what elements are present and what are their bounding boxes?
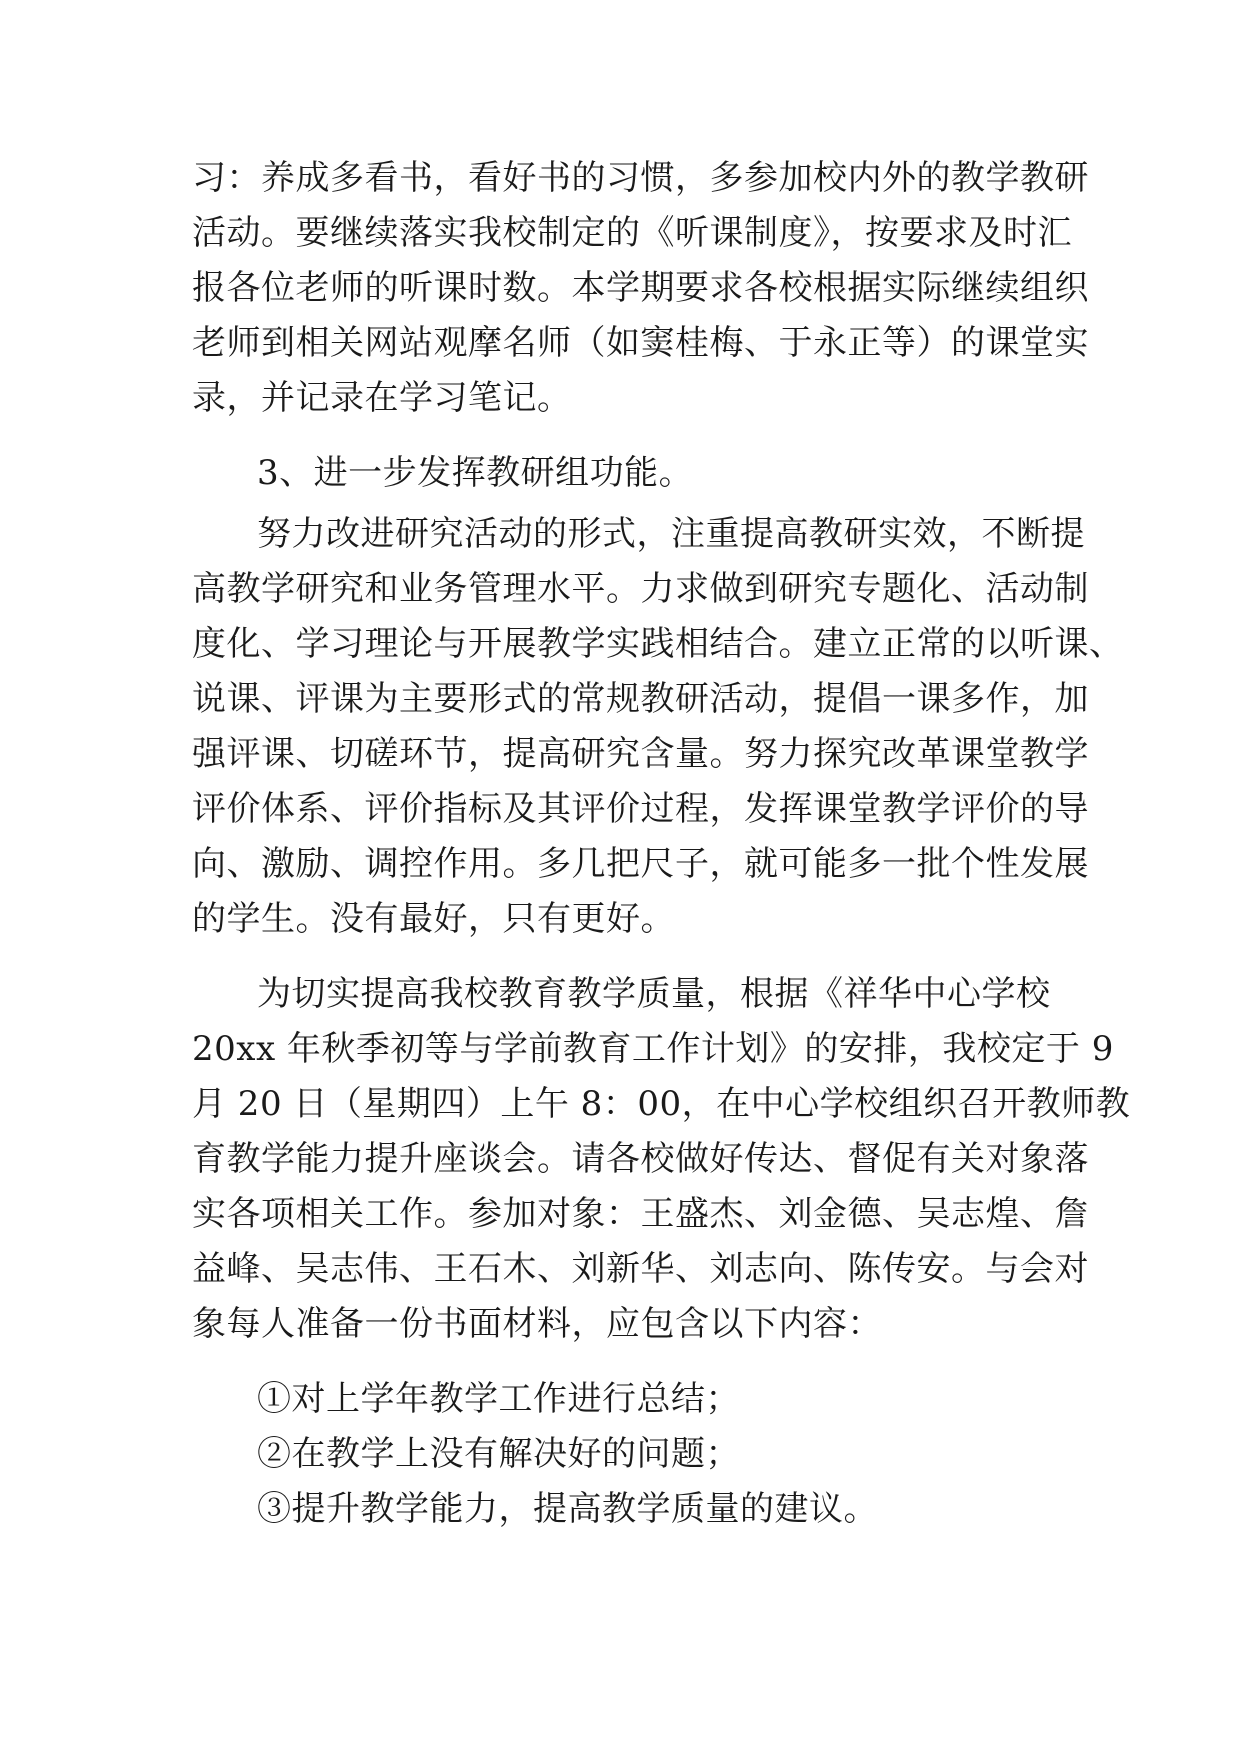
- text-line: 象每人准备一份书面材料，应包含以下内容：: [192, 1304, 882, 1344]
- text-line: 习：养成多看书，看好书的习惯，多参加校内外的教学教研: [192, 158, 1089, 198]
- text-line: 月 20 日（星期四）上午 8：00，在中心学校组织召开教师教: [192, 1084, 1131, 1124]
- list-item: ②在教学上没有解决好的问题；: [257, 1434, 740, 1474]
- text-line: 录，并记录在学习笔记。: [192, 378, 572, 418]
- text-line: 度化、学习理论与开展教学实践相结合。建立正常的以听课、: [192, 624, 1124, 664]
- text-line: 努力改进研究活动的形式，注重提高教研实效，不断提: [257, 514, 1085, 554]
- text-line: 强评课、切磋环节，提高研究含量。努力探究改革课堂教学: [192, 734, 1089, 774]
- text-line: 的学生。没有最好，只有更好。: [192, 899, 675, 939]
- section-heading: 3、进一步发挥教研组功能。: [257, 453, 694, 493]
- text-line: 20xx 年秋季初等与学前教育工作计划》的安排，我校定于 9: [192, 1029, 1114, 1069]
- text-line: 高教学研究和业务管理水平。力求做到研究专题化、活动制: [192, 569, 1089, 609]
- text-line: 报各位老师的听课时数。本学期要求各校根据实际继续组织: [192, 268, 1089, 308]
- list-item: ①对上学年教学工作进行总结；: [257, 1379, 740, 1419]
- list-item: ③提升教学能力，提高教学质量的建议。: [257, 1489, 878, 1529]
- text-line: 老师到相关网站观摩名师（如窦桂梅、于永正等）的课堂实: [192, 323, 1089, 363]
- text-line: 向、激励、调控作用。多几把尺子，就可能多一批个性发展: [192, 844, 1089, 884]
- text-line: 评价体系、评价指标及其评价过程，发挥课堂教学评价的导: [192, 789, 1089, 829]
- text-line: 为切实提高我校教育教学质量，根据《祥华中心学校: [257, 974, 1051, 1014]
- text-line: 育教学能力提升座谈会。请各校做好传达、督促有关对象落: [192, 1139, 1089, 1179]
- text-line: 说课、评课为主要形式的常规教研活动，提倡一课多作，加: [192, 679, 1089, 719]
- text-line: 实各项相关工作。参加对象：王盛杰、刘金德、吴志煌、詹: [192, 1194, 1089, 1234]
- text-line: 益峰、吴志伟、王石木、刘新华、刘志向、陈传安。与会对: [192, 1249, 1089, 1289]
- text-line: 活动。要继续落实我校制定的《听课制度》，按要求及时汇: [192, 213, 1072, 253]
